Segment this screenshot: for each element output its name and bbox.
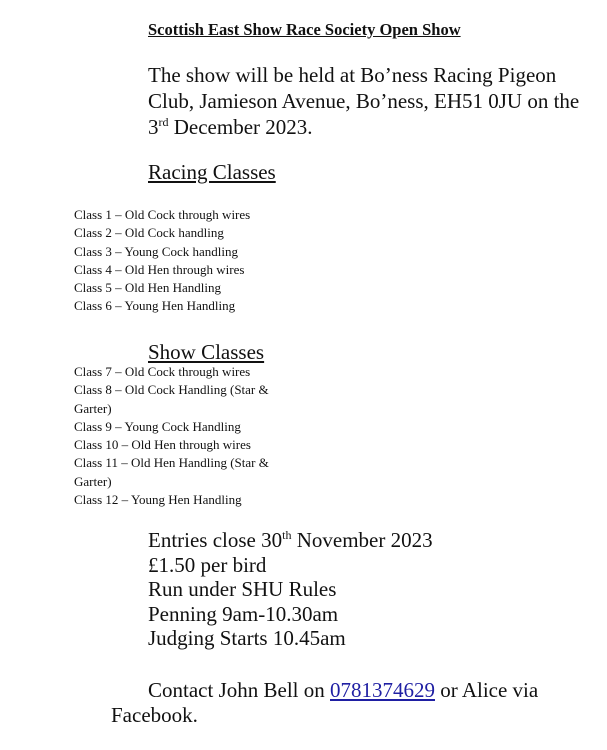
show-details — [148, 528, 433, 651]
class-item: Class 8 – Old Cock Handling (Star & Garter) — [74, 382, 269, 416]
show-classes-list — [74, 363, 289, 509]
class-item: Class 10 – Old Hen through wires — [74, 437, 251, 453]
class-item: Class 2 – Old Cock handling — [74, 225, 224, 241]
entries-close-text: Entries close 30 — [148, 528, 283, 552]
entries-close — [148, 528, 433, 553]
show-classes-heading: Show Classes — [148, 340, 265, 364]
intro-paragraph — [148, 62, 588, 140]
class-item: Class 7 – Old Cock through wires — [74, 364, 251, 379]
price-per-bird: £1.50 per bird — [148, 552, 267, 577]
penning-times: Penning 9am-10.30am — [148, 601, 339, 626]
phone-link[interactable]: 0781374629 — [330, 678, 435, 702]
racing-classes-list — [74, 206, 289, 316]
contact-text-end: or Alice via Facebook. — [111, 678, 539, 727]
contact-paragraph — [111, 678, 581, 727]
class-item: Class 3 – Young Cock handling — [74, 243, 238, 259]
class-item: Class 11 – Old Hen Handling (Star & Garter) — [74, 455, 269, 489]
contact-text: Contact John Bell on — [148, 678, 330, 702]
entries-close-text-end: November 2023 — [291, 528, 433, 552]
judging-start: Judging Starts 10.45am — [148, 626, 346, 650]
document-title: Scottish East Show Race Society Open Show — [148, 20, 461, 39]
entries-date-suffix: th — [282, 528, 292, 542]
intro-text-end: December 2023. — [168, 115, 313, 139]
class-item: Class 6 – Young Hen Handling — [74, 298, 236, 314]
intro-date-suffix: rd — [158, 115, 169, 129]
rules: Run under SHU Rules — [148, 577, 337, 601]
class-item: Class 12 – Young Hen Handling — [74, 492, 242, 508]
intro-text: The show will be held at Bo’ness Racing Pigeon Club, Jamieson Avenue, Bo’ness, EH51 0JU on the 3 — [148, 63, 580, 139]
class-item: Class 5 – Old Hen Handling — [74, 280, 221, 296]
racing-classes-heading: Racing Classes — [148, 160, 276, 184]
class-item: Class 9 – Young Cock Handling — [74, 418, 241, 434]
class-item: Class 1 – Old Cock through wires — [74, 207, 251, 222]
class-item: Class 4 – Old Hen through wires — [74, 261, 245, 277]
